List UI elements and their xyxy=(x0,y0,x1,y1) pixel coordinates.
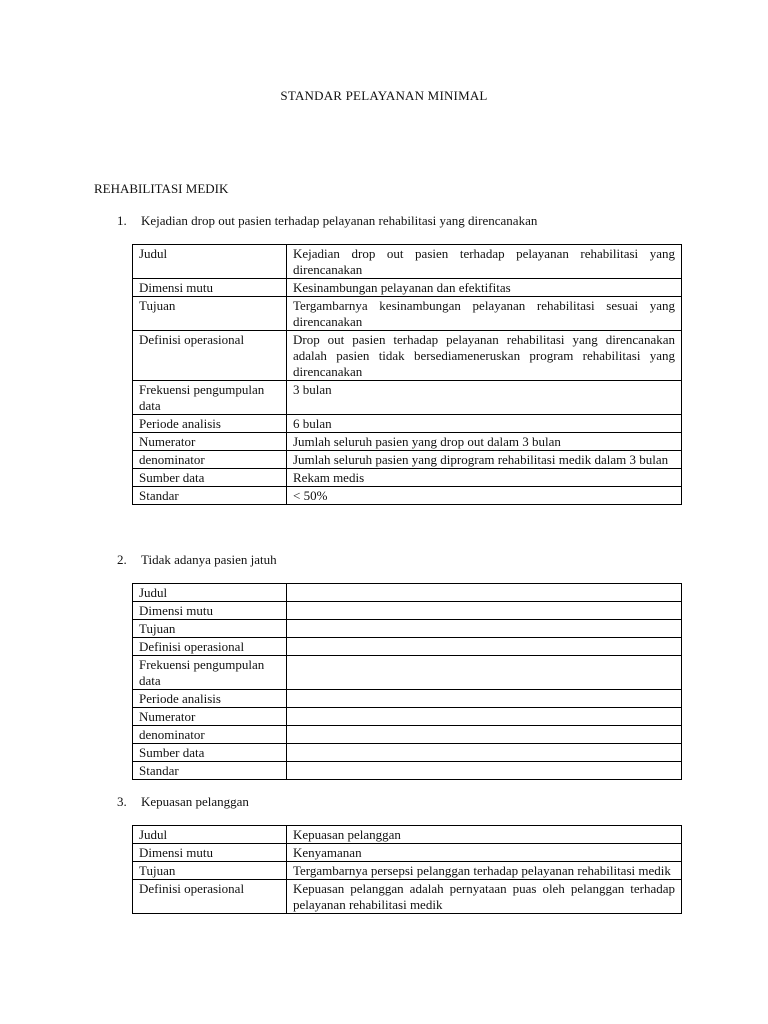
row-label: denominator xyxy=(133,451,287,469)
table-row xyxy=(133,602,682,620)
table-row xyxy=(133,708,682,726)
row-value: Drop out pasien terhadap pelayanan rehabilitasi yang direncanakan adalah pasien tidak bersediameneruskan program rehabilitasi yang direncanakan xyxy=(287,331,682,381)
row-value xyxy=(287,744,682,762)
section-title: REHABILITASI MEDIK xyxy=(94,181,229,196)
item-number: 1. xyxy=(117,213,127,228)
table-row xyxy=(133,451,682,469)
row-value xyxy=(287,708,682,726)
row-label: Tujuan xyxy=(133,862,287,880)
row-label: Periode analisis xyxy=(133,415,287,433)
item-heading-2 xyxy=(117,552,277,568)
row-label: Tujuan xyxy=(133,620,287,638)
row-value xyxy=(287,690,682,708)
table-row xyxy=(133,381,682,415)
row-label: Definisi operasional xyxy=(133,638,287,656)
table-row xyxy=(133,297,682,331)
row-label: denominator xyxy=(133,726,287,744)
row-value xyxy=(287,602,682,620)
row-label: Dimensi mutu xyxy=(133,602,287,620)
row-value: Tergambarnya kesinambungan pelayanan rehabilitasi sesuai yang direncanakan xyxy=(287,297,682,331)
row-value: Tergambarnya persepsi pelanggan terhadap pelayanan rehabilitasi medik xyxy=(287,862,682,880)
row-label: Sumber data xyxy=(133,744,287,762)
row-label: Definisi operasional xyxy=(133,331,287,381)
indicator-table-2 xyxy=(132,583,682,780)
row-value: Jumlah seluruh pasien yang drop out dalam 3 bulan xyxy=(287,433,682,451)
table-row xyxy=(133,584,682,602)
row-value: Kenyamanan xyxy=(287,844,682,862)
row-value xyxy=(287,620,682,638)
table-row xyxy=(133,245,682,279)
indicator-table-1 xyxy=(132,244,682,505)
row-value: Jumlah seluruh pasien yang diprogram rehabilitasi medik dalam 3 bulan xyxy=(287,451,682,469)
row-value: Kejadian drop out pasien terhadap pelayanan rehabilitasi yang direncanakan xyxy=(287,245,682,279)
table-row xyxy=(133,469,682,487)
row-label: Standar xyxy=(133,487,287,505)
row-value xyxy=(287,584,682,602)
row-label: Frekuensi pengumpulan data xyxy=(133,381,287,415)
item-number: 3. xyxy=(117,794,127,809)
row-value: 3 bulan xyxy=(287,381,682,415)
row-label: Tujuan xyxy=(133,297,287,331)
row-label: Definisi operasional xyxy=(133,880,287,914)
row-value xyxy=(287,762,682,780)
row-value: Kesinambungan pelayanan dan efektifitas xyxy=(287,279,682,297)
row-value: < 50% xyxy=(287,487,682,505)
table-row xyxy=(133,279,682,297)
row-label: Numerator xyxy=(133,433,287,451)
row-value: Rekam medis xyxy=(287,469,682,487)
document-title: STANDAR PELAYANAN MINIMAL xyxy=(280,88,488,103)
row-value xyxy=(287,726,682,744)
table-row xyxy=(133,690,682,708)
row-label: Frekuensi pengumpulan data xyxy=(133,656,287,690)
row-value: Kepuasan pelanggan adalah pernyataan puas oleh pelanggan terhadap pelayanan rehabilitasi medik xyxy=(287,880,682,914)
row-label: Numerator xyxy=(133,708,287,726)
item-heading-text: Tidak adanya pasien jatuh xyxy=(141,552,277,567)
row-label: Judul xyxy=(133,584,287,602)
row-label: Standar xyxy=(133,762,287,780)
table-row xyxy=(133,656,682,690)
row-value: Kepuasan pelanggan xyxy=(287,826,682,844)
table-row xyxy=(133,433,682,451)
table-row xyxy=(133,880,682,914)
item-heading-1 xyxy=(117,213,537,229)
table-row xyxy=(133,762,682,780)
row-label: Judul xyxy=(133,826,287,844)
item-heading-3 xyxy=(117,794,249,810)
table-row xyxy=(133,331,682,381)
table-row xyxy=(133,862,682,880)
row-label: Sumber data xyxy=(133,469,287,487)
table-row xyxy=(133,844,682,862)
table-row xyxy=(133,638,682,656)
table-row xyxy=(133,620,682,638)
row-value: 6 bulan xyxy=(287,415,682,433)
table-row xyxy=(133,726,682,744)
row-label: Periode analisis xyxy=(133,690,287,708)
table-row xyxy=(133,744,682,762)
item-number: 2. xyxy=(117,552,127,567)
table-row xyxy=(133,487,682,505)
row-label: Judul xyxy=(133,245,287,279)
table-row xyxy=(133,415,682,433)
table-row xyxy=(133,826,682,844)
row-label: Dimensi mutu xyxy=(133,279,287,297)
row-value xyxy=(287,656,682,690)
item-heading-text: Kepuasan pelanggan xyxy=(141,794,249,809)
item-heading-text: Kejadian drop out pasien terhadap pelayanan rehabilitasi yang direncanakan xyxy=(141,213,538,228)
row-value xyxy=(287,638,682,656)
indicator-table-3 xyxy=(132,825,682,914)
row-label: Dimensi mutu xyxy=(133,844,287,862)
